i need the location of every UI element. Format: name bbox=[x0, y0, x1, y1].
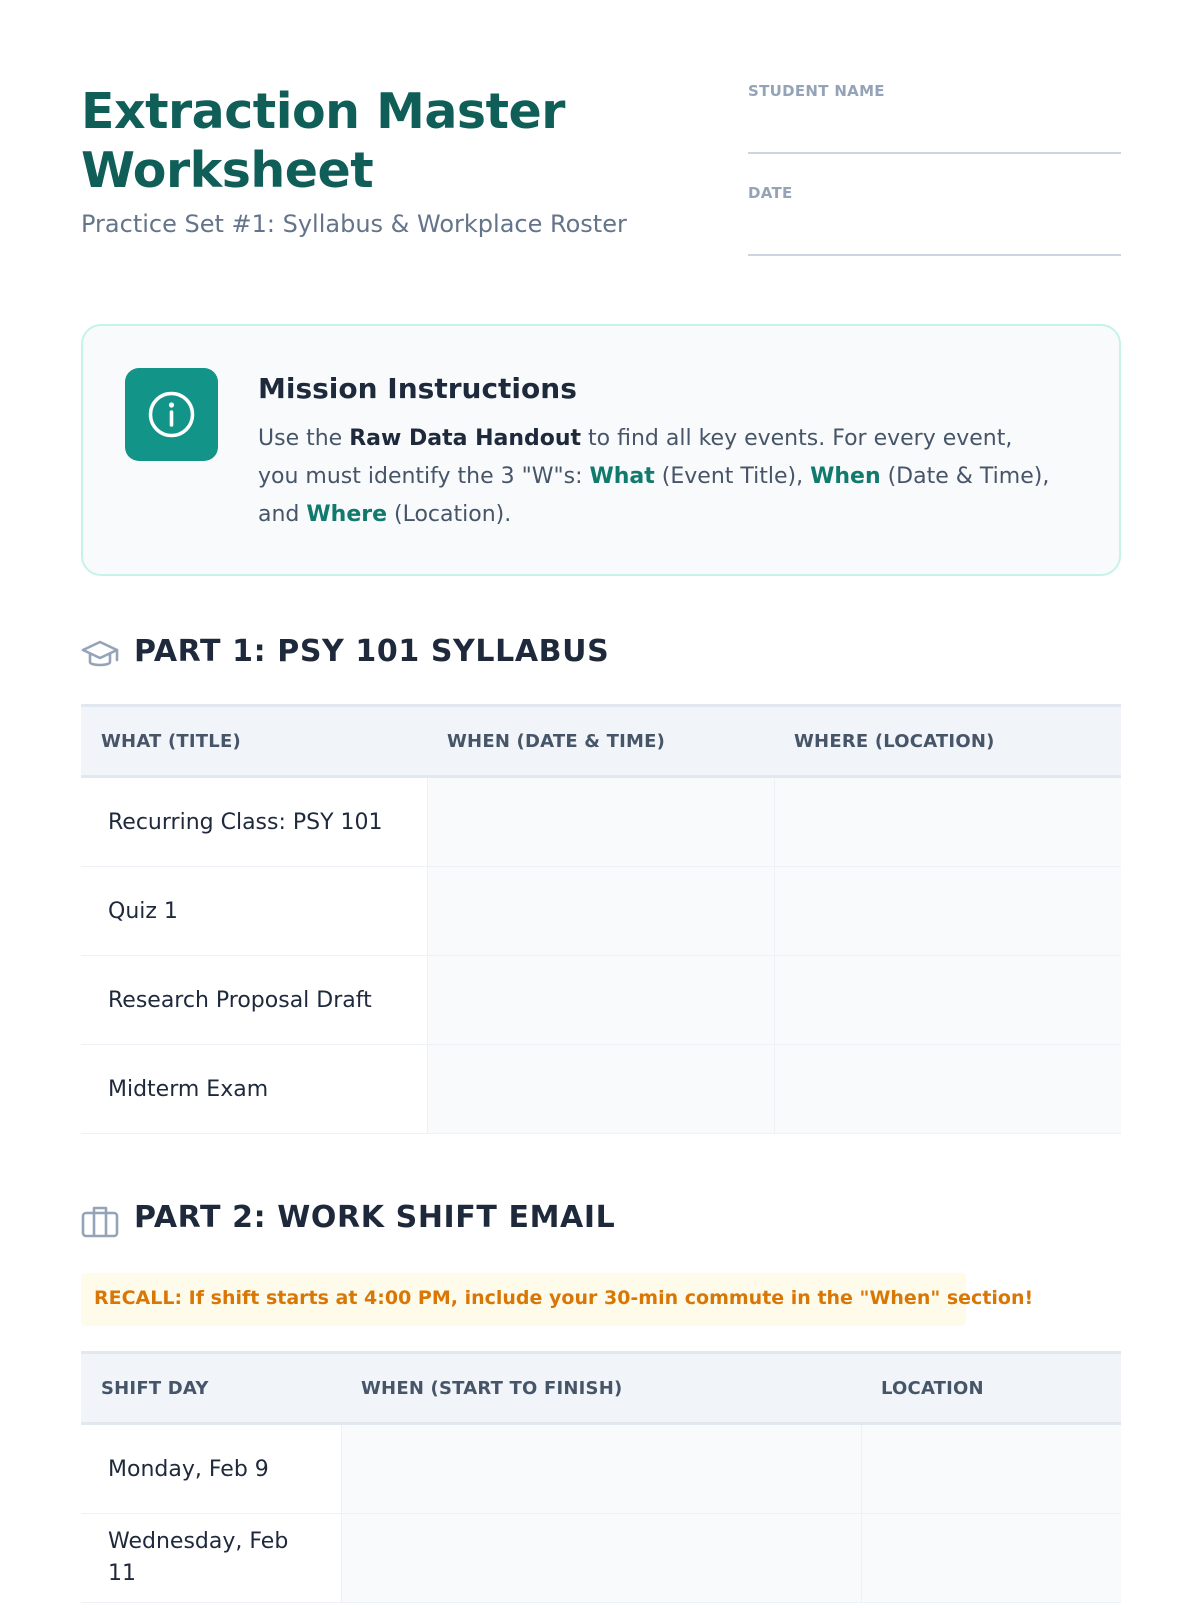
what-keyword: What bbox=[589, 464, 655, 489]
mission-instructions-box bbox=[81, 324, 1121, 576]
shift-day-cell: Wednesday, Feb 11 bbox=[81, 1514, 341, 1603]
when-input-cell[interactable] bbox=[341, 1514, 861, 1603]
info-icon bbox=[125, 368, 218, 461]
where-input-cell[interactable] bbox=[774, 1045, 1121, 1134]
table-row bbox=[81, 1045, 1121, 1134]
where-input-cell[interactable] bbox=[774, 867, 1121, 956]
date-label: DATE bbox=[748, 184, 793, 202]
page-subtitle: Practice Set #1: Syllabus & Workplace Roster bbox=[81, 210, 627, 238]
when-input-cell[interactable] bbox=[427, 956, 774, 1045]
mission-title: Mission Instructions bbox=[258, 372, 577, 405]
table-row bbox=[81, 777, 1121, 867]
graduation-cap-icon bbox=[81, 638, 119, 670]
where-keyword: Where bbox=[306, 502, 388, 527]
when-input-cell[interactable] bbox=[427, 867, 774, 956]
column-header: LOCATION bbox=[861, 1353, 1121, 1424]
event-title-cell: Midterm Exam bbox=[81, 1045, 427, 1134]
syllabus-table bbox=[81, 704, 1121, 1134]
where-input-cell[interactable] bbox=[774, 956, 1121, 1045]
table-row bbox=[81, 1514, 1121, 1603]
column-header: SHIFT DAY bbox=[81, 1353, 341, 1424]
where-input-cell[interactable] bbox=[774, 777, 1121, 867]
when-keyword: When bbox=[810, 464, 881, 489]
briefcase-icon bbox=[81, 1204, 119, 1238]
location-input-cell[interactable] bbox=[861, 1424, 1121, 1514]
column-header: WHEN (START TO FINISH) bbox=[341, 1353, 861, 1424]
column-header: WHEN (DATE & TIME) bbox=[427, 706, 774, 777]
table-row bbox=[81, 956, 1121, 1045]
column-header: WHERE (LOCATION) bbox=[774, 706, 1121, 777]
when-input-cell[interactable] bbox=[427, 777, 774, 867]
event-title-cell: Research Proposal Draft bbox=[81, 956, 427, 1045]
recall-text: RECALL: If shift starts at 4:00 PM, include your 30-min commute in the "When" section! bbox=[94, 1287, 1034, 1309]
handout-name: Raw Data Handout bbox=[349, 426, 582, 451]
table-row bbox=[81, 1424, 1121, 1514]
student-name-field[interactable] bbox=[748, 152, 1121, 154]
date-field[interactable] bbox=[748, 254, 1121, 256]
recall-note bbox=[81, 1273, 1034, 1326]
event-title-cell: Recurring Class: PSY 101 bbox=[81, 777, 427, 867]
part1-title: PART 1: PSY 101 SYLLABUS bbox=[134, 634, 610, 669]
page-title: Extraction Master Worksheet bbox=[81, 83, 565, 199]
when-input-cell[interactable] bbox=[341, 1424, 861, 1514]
mission-text: Use the Raw Data Handout to find all key events. For every event, you must identify the 3 "W"s: What (Event Title), When (Date & Time), and Where (Location). bbox=[258, 426, 1050, 527]
when-input-cell[interactable] bbox=[427, 1045, 774, 1134]
student-name-label: STUDENT NAME bbox=[748, 82, 885, 100]
event-title-cell: Quiz 1 bbox=[81, 867, 427, 956]
part2-title: PART 2: WORK SHIFT EMAIL bbox=[134, 1200, 616, 1235]
column-header: WHAT (TITLE) bbox=[81, 706, 427, 777]
location-input-cell[interactable] bbox=[861, 1514, 1121, 1603]
shift-table bbox=[81, 1351, 1121, 1603]
shift-day-cell: Monday, Feb 9 bbox=[81, 1424, 341, 1514]
table-row bbox=[81, 867, 1121, 956]
